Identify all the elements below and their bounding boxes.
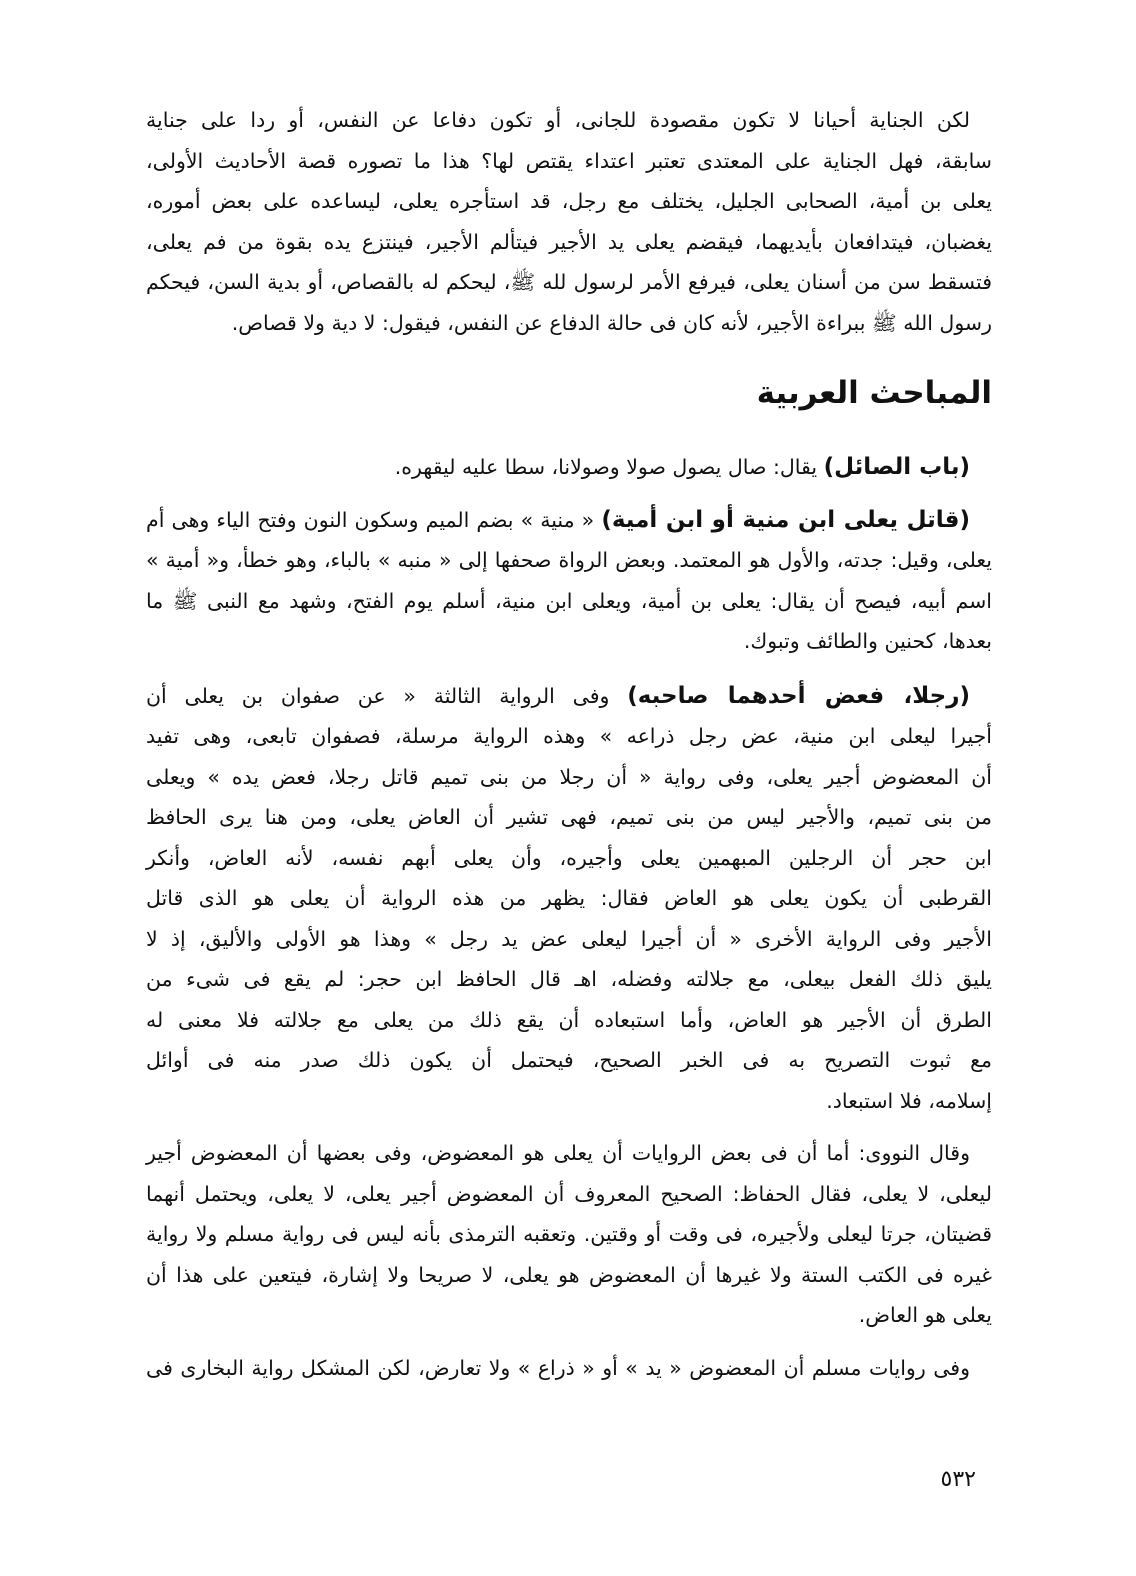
intro-line: سابقة، فهل الجناية على المعتدى تعتبر اعتداء يقتص لها؟ هذا ما تصوره قصة الأحاديث الأولى،	[146, 148, 992, 173]
intro-line: يعلى بن أمية، الصحابى الجليل، يختلف مع رجل، قد استأجره يعلى، ليساعده على بعض أموره،	[146, 189, 992, 213]
spacer	[146, 662, 992, 676]
entry-term: (باب الصائل)	[823, 454, 970, 480]
spacer	[146, 488, 992, 500]
entry-text: « منية » بضم الميم وسكون النون وفتح الياء وهى أم	[146, 507, 602, 532]
spacer	[146, 1336, 992, 1348]
nawawi-paragraph	[146, 1133, 992, 1336]
entry-term: (رجلا، فعض أحدهما صاحبه)	[627, 682, 970, 709]
intro-paragraph	[146, 100, 992, 343]
entry-text: وفى الرواية الثالثة « عن صفوان بن يعلى أن	[146, 683, 628, 708]
final-paragraph	[146, 1348, 992, 1389]
entry-line: يليق ذلك الفعل بيعلى، مع جلالته وفضله، اهـ قال الحافظ ابن حجر: لم يقع فى شىء من	[146, 967, 992, 991]
section-heading: المباحث العربية	[756, 375, 992, 411]
intro-line: يغضبان، فيتدافعان بأيديهما، فيقضم يعلى يد الأجير فيتألم الأجير، فينتزع يده بقوة من فم يعلى،	[146, 229, 992, 254]
intro-line: رسول الله ﷺ ببراءة الأجير، لأنه كان فى حالة الدفاع عن النفس، فيقول: لا دية ولا قصاص.	[231, 310, 992, 335]
entry-paragraph	[146, 447, 992, 488]
final-line: وفى روايات مسلم أن المعضوض « يد » أو « ذراع » ولا تعارض، لكن المشكل رواية البخارى فى	[146, 1355, 970, 1380]
nawawi-line: وقال النووى: أما أن فى بعض الروايات أن يعلى هو المعضوض، وفى بعضها أن المعضوض أجير	[146, 1141, 970, 1165]
entry-line: الأجير وفى الرواية الأخرى « أن أجيرا ليعلى عض يد رجل » وهذا هو الأولى والأليق، إذ لا	[146, 926, 992, 951]
entry-line: بعدها، كحنين والطائف وتبوك.	[743, 629, 992, 653]
entry-paragraph	[146, 500, 992, 662]
entry-line: أن المعضوض أجير يعلى، وفى رواية « أن رجلا من بنى تميم قاتل رجلا، فعض يده » ويعلى	[146, 764, 992, 789]
entry-line: اسم أبيه، فيصح أن يقال: يعلى بن أمية، ويعلى ابن منية، أسلم يوم الفتح، وشهد مع النبى ﷺ ما	[146, 588, 992, 613]
entry-line	[146, 500, 992, 541]
intro-line: فتسقط سن من أسنان يعلى، فيرفع الأمر لرسول لله ﷺ، ليحكم له بالقصاص، أو بدية السن، فيحكم	[146, 270, 992, 294]
document-page	[146, 100, 992, 1388]
entry-line: أجيرا ليعلى ابن منية، عض رجل ذراعه » وهذه الرواية مرسلة، فصفوان تابعى، وهى تفيد	[146, 724, 992, 748]
entry-text: يقال: صال يصول صولا وصولانا، سطا عليه ليقهره.	[394, 455, 824, 479]
nawawi-line: غيره فى الكتب الستة ولا غيرها أن المعضوض هو يعلى، لا صريحا ولا إشارة، فيتعين على هذا أن	[146, 1262, 992, 1287]
entry-line: القرطبى أن يكون يعلى هو العاض فقال: يظهر من هذه الرواية أن يعلى هو الذى قاتل	[146, 886, 992, 910]
entry-term: (قاتل يعلى ابن منية أو ابن أمية)	[601, 506, 971, 533]
intro-line: لكن الجناية أحيانا لا تكون مقصودة للجانى، أو تكون دفاعا عن النفس، أو ردا على جناية	[146, 108, 970, 132]
entry-line	[146, 676, 992, 717]
entry-line: يعلى، وقيل: جدته، والأول هو المعتمد. وبعض الرواة صحفها إلى « منبه » بالباء، وهو خطأ، و« أمية »	[146, 548, 992, 572]
nawawi-line: يعلى هو العاض.	[858, 1303, 992, 1327]
nawawi-line: ليعلى، لا يعلى، فقال الحفاظ: الصحيح المعروف أن المعضوض أجير يعلى، لا يعلى، ويحتمل أنهما	[146, 1181, 992, 1206]
entry-line: إسلامه، فلا استبعاد.	[826, 1088, 992, 1113]
entry-line: مع ثبوت التصريح به فى الخبر الصحيح، فيحتمل أن يكون ذلك صدر منه فى أوائل	[146, 1048, 992, 1072]
entry-paragraph	[146, 676, 992, 1122]
entry-line: الطرق أن الأجير هو العاض، وأما استبعاده أن يقع ذلك من يعلى مع جلالته فلا معنى له	[146, 1007, 992, 1032]
nawawi-line: قضيتان، جرتا ليعلى ولأجيره، فى وقت أو وقتين. وتعقبه الترمذى بأنه ليس فى رواية مسلم ولا رواية	[146, 1222, 992, 1246]
entry-line: من بنى تميم، والأجير ليس من بنى تميم، فهى تشير أن العاض يعلى، ومن هنا يرى الحافظ	[146, 805, 992, 829]
spacer	[146, 1121, 992, 1133]
entry-line: ابن حجر أن الرجلين المبهمين يعلى وأجيره، وأن يعلى أبهم نفسه، لأنه العاض، وأنكر	[146, 845, 992, 870]
page-number: ٥٣٢	[940, 1467, 976, 1492]
entry-line	[146, 447, 992, 488]
